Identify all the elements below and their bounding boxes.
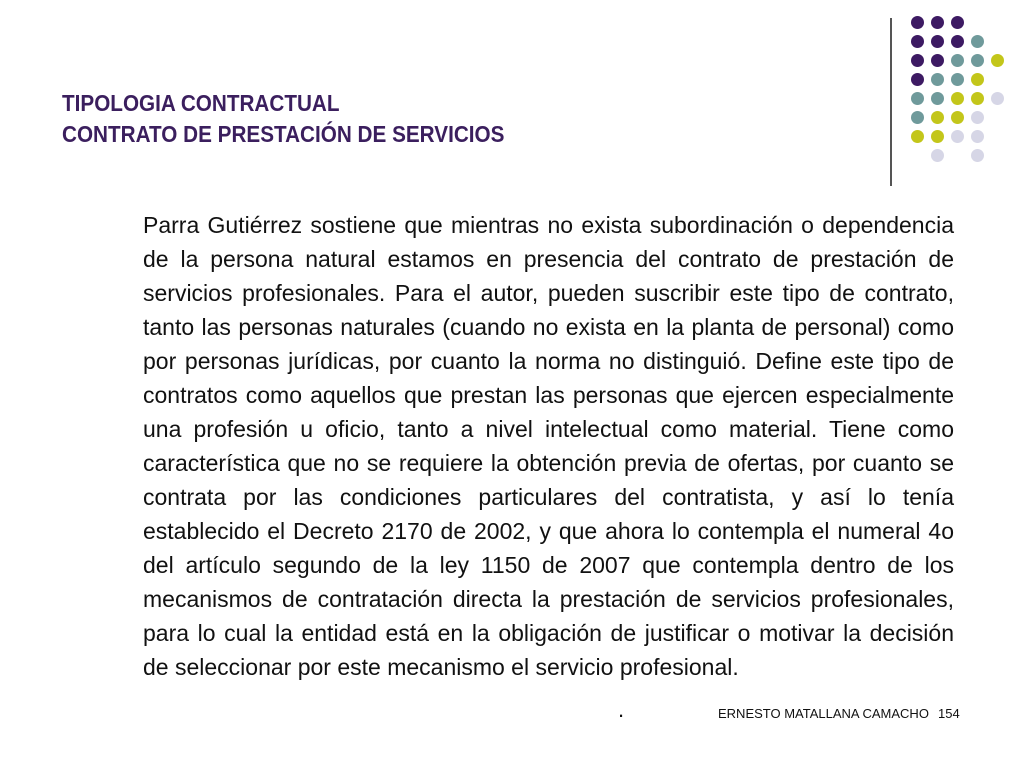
decorative-dot-teal bbox=[971, 54, 984, 67]
decorative-dot-teal bbox=[931, 92, 944, 105]
decorative-dot-purple bbox=[951, 35, 964, 48]
decorative-dot-lime bbox=[931, 111, 944, 124]
decorative-dot-purple bbox=[911, 73, 924, 86]
decorative-dot-teal bbox=[951, 73, 964, 86]
decorative-dot-teal bbox=[911, 111, 924, 124]
decorative-dot-lime bbox=[971, 73, 984, 86]
decorative-dot-teal bbox=[911, 92, 924, 105]
decorative-dot-lime bbox=[911, 130, 924, 143]
decorative-dot-purple bbox=[911, 16, 924, 29]
decorative-dot-purple bbox=[911, 54, 924, 67]
title-line-1: TIPOLOGIA CONTRACTUAL bbox=[62, 90, 340, 116]
decorative-dot-lavender bbox=[971, 111, 984, 124]
decorative-dot-lavender bbox=[991, 92, 1004, 105]
footer-dot: . bbox=[618, 697, 625, 722]
decorative-dot-lime bbox=[931, 130, 944, 143]
body-paragraph: Parra Gutiérrez sostiene que mientras no exista subordinación o dependencia de la persona natural estamos en presencia del contrato de prestación de servicios profesionales. Para el autor, pueden suscribir este tipo de contrato, tanto las personas naturales (cuando no exista en la planta de personal) como por personas jurídicas, por cuanto la norma no distinguió. Define este tipo de contratos como aquellos que prestan las personas que ejercen especialmente una profesión u oficio, tanto a nivel intelectual como material. Tiene como característica que no se requiere la obtención previa de ofertas, por cuanto se contrata por las condiciones particulares del contratista, y así lo tenía establecido el Decreto 2170 de 2002, y que ahora lo contempla el numeral 4o del artículo segundo de la ley 1150 de 2007 que contempla dentro de los mecanismos de contratación directa la prestación de servicios profesionales, para lo cual la entidad está en la obligación de justificar o motivar la decisión de seleccionar por este mecanismo el servicio profesional. bbox=[143, 212, 954, 680]
decorative-dot-lime bbox=[951, 111, 964, 124]
decorative-dot-purple bbox=[931, 35, 944, 48]
decorative-dot-lavender bbox=[931, 149, 944, 162]
decorative-dot-teal bbox=[971, 35, 984, 48]
decorative-dot-purple bbox=[931, 16, 944, 29]
decorative-dot-teal bbox=[931, 73, 944, 86]
decorative-dot-purple bbox=[931, 54, 944, 67]
decorative-dot-lime bbox=[951, 92, 964, 105]
title-line-2: CONTRATO DE PRESTACIÓN DE SERVICIOS bbox=[62, 121, 505, 147]
decorative-dot-purple bbox=[951, 16, 964, 29]
footer-author: ERNESTO MATALLANA CAMACHO bbox=[718, 706, 929, 721]
decorative-dot-lavender bbox=[951, 130, 964, 143]
slide-title bbox=[62, 88, 746, 150]
decorative-dot-teal bbox=[951, 54, 964, 67]
vertical-divider bbox=[890, 18, 892, 186]
decorative-dot-lime bbox=[991, 54, 1004, 67]
decorative-dot-purple bbox=[911, 35, 924, 48]
page-number: 154 bbox=[938, 706, 960, 721]
decorative-dot-lavender bbox=[971, 149, 984, 162]
decorative-dot-lime bbox=[971, 92, 984, 105]
decorative-dot-lavender bbox=[971, 130, 984, 143]
